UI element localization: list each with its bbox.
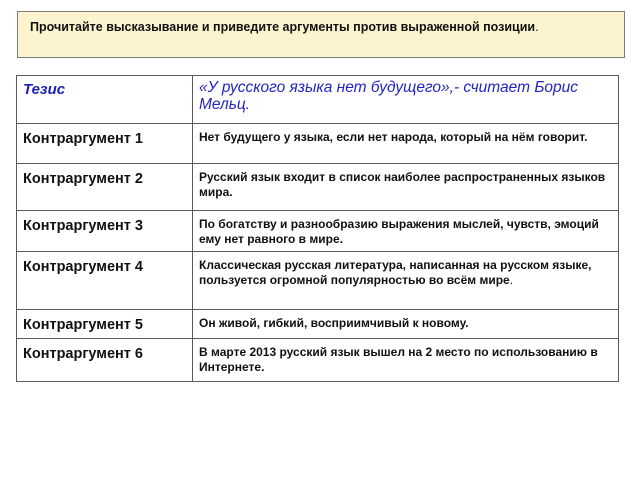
task-end: .: [535, 20, 539, 34]
row-label: Контраргумент 1: [17, 124, 193, 164]
row-text: Нет будущего у языка, если нет народа, который на нём говорит.: [193, 124, 619, 164]
row-text: В марте 2013 русский язык вышел на 2 место по использованию в Интернете.: [193, 339, 619, 382]
row-text: По богатству и разнообразию выражения мыслей, чувств, эмоций ему нет равного в мире.: [193, 211, 619, 252]
thesis-text: «У русского языка нет будущего»,- считает Борис Мельц.: [193, 76, 619, 124]
arguments-table: [16, 75, 619, 382]
table-row: [17, 164, 619, 211]
row-label: Контраргумент 5: [17, 310, 193, 339]
table-row: [17, 211, 619, 252]
task-instruction: [17, 11, 625, 58]
task-text: Прочитайте высказывание и приведите аргументы против выраженной позиции: [30, 20, 536, 34]
row-text: Классическая русская литература, написанная на русском языке, пользуется огромной популярностью во всём мире: [199, 258, 592, 287]
row-text: Он живой, гибкий, восприимчивый к новому.: [193, 310, 619, 339]
row-label: Контраргумент 3: [17, 211, 193, 252]
table-row: [17, 339, 619, 382]
row-text-cell: [193, 252, 619, 310]
row-label: Контраргумент 4: [17, 252, 193, 310]
table-row: [17, 252, 619, 310]
row-label: Контраргумент 2: [17, 164, 193, 211]
thesis-label: Тезис: [17, 76, 193, 124]
table-row-thesis: [17, 76, 619, 124]
row-text-end: .: [509, 273, 514, 287]
row-text: Русский язык входит в список наиболее распространенных языков мира.: [193, 164, 619, 211]
table-row: [17, 124, 619, 164]
table-row: [17, 310, 619, 339]
row-label: Контраргумент 6: [17, 339, 193, 382]
